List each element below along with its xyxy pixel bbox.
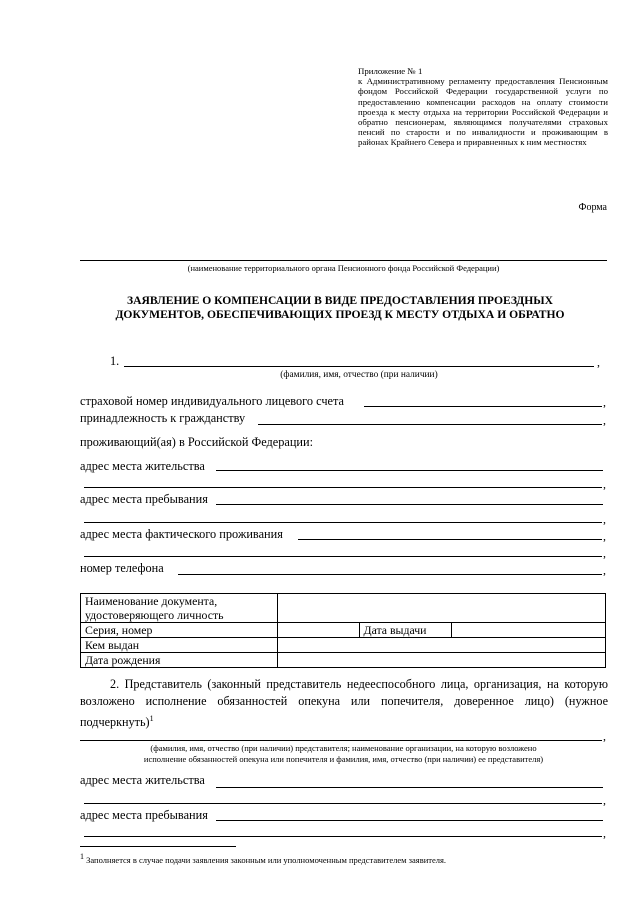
rep-addr-stay-field[interactable] [216,820,603,821]
addr-actual-label: адрес места фактического проживания [80,527,283,541]
comma: , [603,729,606,743]
name-caption: (фамилия, имя, отчество (при наличии) [280,370,438,380]
id-document-table [80,593,606,668]
footnote-ref: 1 [149,714,154,723]
appendix-heading: Приложение № 1 [358,66,423,76]
table-row [81,638,606,653]
doc-name-line-1: Наименование документа, [85,594,218,608]
representative-caption [80,743,607,765]
addr-residence-field[interactable] [216,470,603,471]
org-caption: (наименование территориального органа Пенсионного фонда Российской Федерации) [187,263,500,273]
rep-addr-residence-field-2[interactable] [84,803,602,804]
representative-text: 2. Представитель (законный представитель недееспособного лица, организация, на которую возложено исполнение обязанностей опекуна или попечителя, доверенное лицо) (нужное подчеркнуть) [80,677,608,730]
rep-addr-stay-field-2[interactable] [84,836,602,837]
appendix-block [358,66,608,148]
table-row [81,653,606,668]
issued-by-label: Кем выдан [81,638,278,653]
footnote-text: Заполняется в случае подачи заявления законным или уполномоченным представителем заявителя. [86,854,447,865]
rep-addr-residence-field[interactable] [216,787,603,788]
snils-label: страховой номер индивидуального лицевого счета [80,394,344,408]
residing-label: проживающий(ая) в Российской Федерации: [80,435,313,449]
footnote-mark: 1 [80,852,84,861]
issue-date-label: Дата выдачи [359,623,452,638]
page-title [80,294,600,322]
addr-actual-field[interactable] [298,539,602,540]
title-line-1: ЗАЯВЛЕНИЕ О КОМПЕНСАЦИИ В ВИДЕ ПРЕДОСТАВЛЕНИЯ ПРОЕЗДНЫХ [127,294,553,307]
doc-name-value[interactable] [277,594,605,623]
comma: , [603,546,606,560]
representative-name-field[interactable] [80,740,602,741]
comma: , [603,512,606,526]
citizenship-field[interactable] [258,424,602,425]
form-label: Форма [578,202,607,213]
doc-name-line-2: удостоверяющего личность [85,608,224,622]
addr-actual-field-2[interactable] [84,556,602,557]
table-row [81,594,606,623]
doc-name-label [81,594,278,623]
series-number-label: Серия, номер [81,623,278,638]
footnote [80,852,446,865]
comma: , [603,395,606,409]
section1-number: 1. [110,354,120,368]
comma: , [597,355,600,369]
comma: , [603,826,606,840]
org-name-field[interactable] [80,260,607,261]
addr-stay-field[interactable] [216,504,603,505]
title-line-2: ДОКУМЕНТОВ, ОБЕСПЕЧИВАЮЩИХ ПРОЕЗД К МЕСТУ ОТДЫХА И ОБРАТНО [115,308,565,321]
comma: , [603,413,606,427]
applicant-name-field[interactable] [124,366,594,367]
issued-by-value[interactable] [277,638,605,653]
rep-addr-stay-label: адрес места пребывания [80,808,208,822]
representative-paragraph [80,676,608,731]
table-row [81,623,606,638]
phone-field[interactable] [178,574,602,575]
citizenship-label: принадлежность к гражданству [80,411,246,425]
addr-stay-label: адрес места пребывания [80,492,208,506]
addr-residence-label: адрес места жительства [80,459,205,473]
rep-addr-residence-label: адрес места жительства [80,773,205,787]
comma: , [603,529,606,543]
footnote-separator [80,846,236,847]
representative-caption-line-1: (фамилия, имя, отчество (при наличии) представителя; наименование организации, на которую возложено [150,743,537,753]
representative-caption-line-2: исполнение обязанностей опекуна или попечителя и фамилия, имя, отчество (при наличии) ее представителя) [143,754,544,764]
phone-label: номер телефона [80,561,164,575]
snils-field[interactable] [364,406,602,407]
series-number-value[interactable] [277,623,359,638]
comma: , [603,563,606,577]
issue-date-value[interactable] [452,623,606,638]
birth-date-label: Дата рождения [81,653,278,668]
appendix-text: к Административному регламенту предоставления Пенсионным фондом Российской Федерации государственной услуги по предоставлению компенсации расходов на оплату стоимости проезда к месту отдыха на территории Российской Федерации и обратно пенсионерам, являющимся получателями страховых пенсий по старости и по инвалидности и проживающим в районах Крайнего Севера и приравненных к ним местностях [358,76,608,148]
addr-stay-field-2[interactable] [84,522,602,523]
addr-residence-field-2[interactable] [84,487,602,488]
comma: , [603,477,606,491]
birth-date-value[interactable] [277,653,605,668]
comma: , [603,793,606,807]
